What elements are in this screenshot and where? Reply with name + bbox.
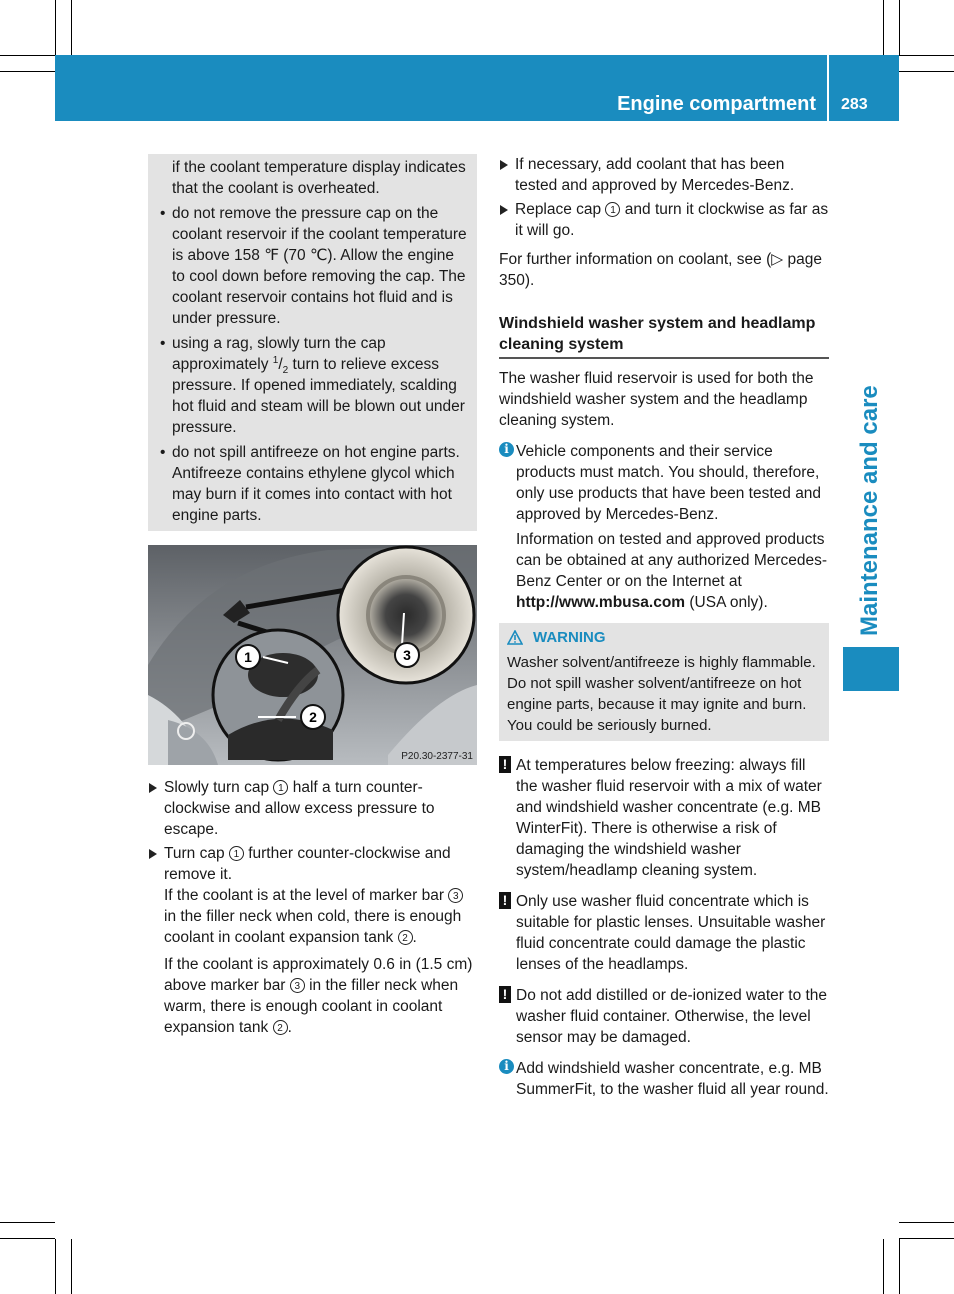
info-note — [499, 441, 829, 613]
detail-text: in the filler neck when cold, there is enough coolant in coolant expansion tank — [164, 908, 462, 946]
crop-mark — [55, 1239, 56, 1294]
crop-mark — [899, 1222, 954, 1223]
left-steps — [148, 777, 477, 1038]
crop-mark — [899, 1239, 900, 1294]
crop-mark — [55, 0, 56, 55]
info-icon: i — [499, 1059, 514, 1074]
callout-ref: 1 — [229, 846, 244, 861]
callout-1-label: 1 — [244, 649, 252, 665]
caution-note — [499, 891, 829, 975]
right-column — [499, 154, 829, 1100]
crop-mark — [899, 55, 954, 56]
caution-note — [499, 985, 829, 1048]
step-text: Slowly turn cap — [164, 779, 274, 796]
left-column — [148, 154, 477, 1038]
caution-text: At temperatures below freezing: always fill the washer fluid reservoir with a mix of water and windshield washer concentrate (e.g. MB WinterFit). There is otherwise a risk of damaging the windshield washer system/headlamp cleaning system. — [516, 757, 822, 879]
callout-ref: 3 — [448, 888, 463, 903]
caution-list — [172, 203, 469, 526]
info-more — [516, 529, 829, 613]
caution-text: Only use washer fluid concentrate which is suitable for plastic lenses. Unsuitable washer fluid concentrate could damage the plastic lenses of the headlamps. — [516, 893, 826, 973]
info-text: Vehicle components and their service products must match. You should, therefore, only use products that have been tested and approved by Mercedes-Benz. — [516, 443, 822, 523]
crop-mark — [0, 1222, 55, 1223]
crop-mark — [71, 1239, 72, 1294]
step-detail — [148, 885, 477, 948]
info-icon: i — [499, 442, 514, 457]
warning-label: WARNING — [533, 629, 606, 646]
caution-item — [172, 333, 469, 438]
crop-mark — [0, 1238, 55, 1239]
crop-mark — [883, 1239, 884, 1294]
callout-ref: 3 — [290, 978, 305, 993]
step-text: Replace cap — [515, 201, 606, 218]
section-heading: Windshield washer system and headlamp cleaning system — [499, 313, 829, 359]
step-text: Turn cap — [164, 845, 229, 862]
detail-text: . — [412, 929, 417, 946]
caution-item: • do not spill antifreeze on hot engine parts. Antifreeze contains ethylene glycol which may burn if it comes into contact with hot engine parts. — [172, 442, 469, 526]
caution-text: turn to relieve excess pressure. If opened immediately, scalding hot fluid and steam will be blown out under pressure. — [172, 356, 465, 436]
warning-header — [507, 627, 821, 648]
caution-continuation: if the coolant temperature display indicates that the coolant is overheated. — [172, 159, 466, 197]
warning-box — [499, 623, 829, 741]
chapter-tab-label: Maintenance and care — [856, 385, 883, 636]
engine-illustration — [148, 545, 477, 765]
caution-text: using a rag, slowly turn the cap approximately — [172, 335, 386, 373]
callout-3-label: 3 — [403, 647, 411, 663]
detail-text: . — [287, 1019, 292, 1036]
exclamation-icon: ! — [499, 756, 511, 773]
warning-text: Washer solvent/antifreeze is highly flammable. Do not spill washer solvent/antifreeze on hot engine parts, because it may ignite and burn. You could be seriously burned. — [507, 654, 816, 734]
crop-mark — [0, 55, 55, 56]
callout-ref: 1 — [273, 780, 288, 795]
step-item — [148, 777, 477, 840]
engine-figure — [148, 545, 477, 765]
callout-2-label: 2 — [309, 709, 317, 725]
caution-item: • do not remove the pressure cap on the coolant reservoir if the coolant temperature is above 158 ℉ (70 ℃). Allow the engine to cool down before removing the cap. The coolant reservoir contains hot fluid and is under pressure. — [172, 203, 469, 329]
caution-text: Do not add distilled or de-ionized water to the washer fluid container. Otherwise, the level sensor may be damaged. — [516, 987, 828, 1046]
exclamation-icon: ! — [499, 986, 511, 1003]
detail-text: If the coolant is approximately 0.6 in (1.5 cm) above marker bar — [164, 956, 473, 994]
caution-box — [148, 154, 477, 531]
step-text: and turn it clockwise as far as it will go. — [515, 201, 829, 239]
info-text: Information on tested and approved products can be obtained at any authorized Mercedes-Benz Center or on the Internet at — [516, 531, 828, 590]
fraction-slash: / — [278, 356, 283, 373]
caution-note — [499, 755, 829, 881]
crop-mark — [71, 0, 72, 55]
info-note — [499, 1058, 829, 1100]
section-title: Engine compartment — [617, 93, 816, 115]
detail-text: If the coolant is at the level of marker bar — [164, 887, 449, 904]
further-info-text: For further information on coolant, see ( — [499, 251, 772, 268]
callout-3 — [395, 643, 419, 667]
warning-triangle-icon — [507, 630, 523, 645]
chapter-tab-marker — [843, 647, 899, 691]
step-text: further counter-clockwise and remove it. — [164, 845, 451, 883]
callout-ref: 2 — [398, 930, 413, 945]
step-detail — [148, 954, 477, 1038]
crop-mark — [899, 0, 900, 55]
detail-text: in the filler neck when warm, there is enough coolant in coolant expansion tank — [164, 977, 459, 1036]
page-ref-arrow-icon: ▷ — [771, 251, 784, 268]
page-number: 283 — [841, 96, 868, 113]
further-info-text: page 350). — [499, 251, 822, 289]
callout-ref: 1 — [605, 202, 620, 217]
step-text: half a turn counter-clockwise and allow excess pressure to escape. — [164, 779, 435, 838]
crop-mark — [0, 71, 55, 72]
callout-ref: 2 — [273, 1020, 288, 1035]
crop-mark — [883, 0, 884, 55]
exclamation-icon: ! — [499, 892, 511, 909]
crop-mark — [899, 1238, 954, 1239]
further-info — [499, 249, 829, 291]
info-text: Add windshield washer concentrate, e.g. MB SummerFit, to the washer fluid all year round. — [516, 1060, 829, 1098]
fraction-denominator: 2 — [282, 365, 289, 377]
fraction-numerator: 1 — [272, 354, 279, 366]
header-divider — [827, 55, 829, 121]
section-intro: The washer fluid reservoir is used for both the windshield washer system and the headlamp cleaning system. — [499, 370, 814, 429]
figure-code: P20.30-2377-31 — [401, 751, 473, 762]
step-item — [499, 199, 829, 241]
info-text: (USA only). — [685, 594, 768, 611]
crop-mark — [899, 71, 954, 72]
step-item: If necessary, add coolant that has been tested and approved by Mercedes-Benz. — [499, 154, 829, 196]
step-item — [148, 843, 477, 885]
website-link[interactable]: http://www.mbusa.com — [516, 594, 686, 611]
